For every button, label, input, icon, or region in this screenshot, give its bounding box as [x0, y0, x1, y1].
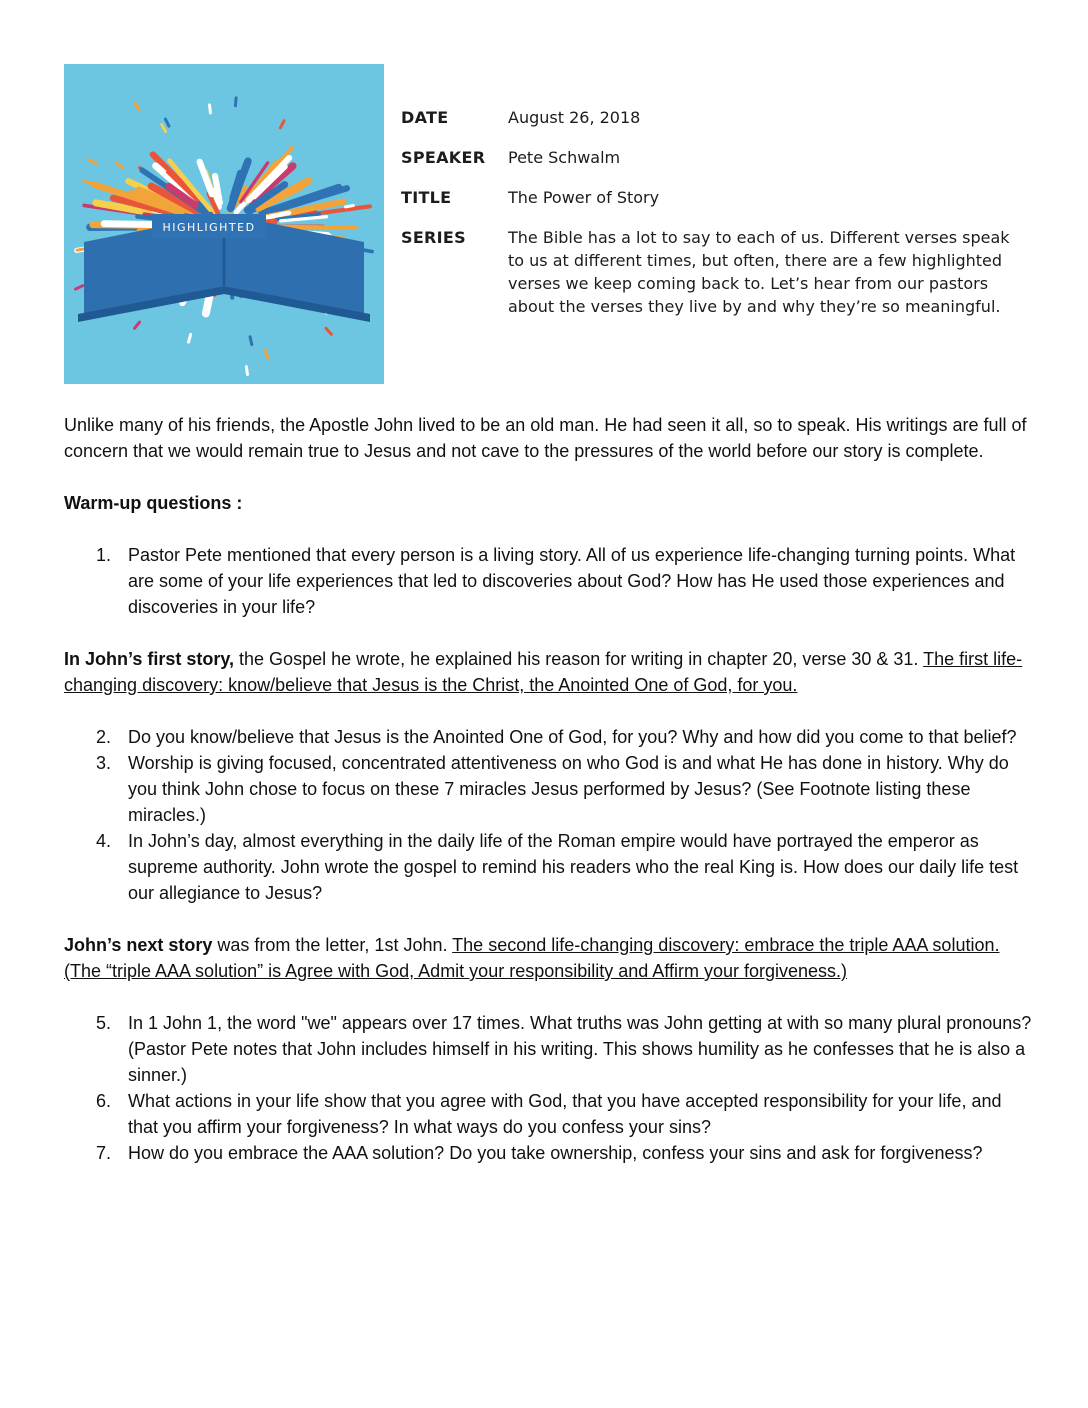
confetti-dash	[135, 322, 140, 328]
section1-intro	[64, 646, 1034, 698]
confetti-dash	[84, 181, 92, 184]
meta-title-row	[401, 188, 1041, 209]
section2-intro	[64, 932, 1034, 984]
title-label: TITLE	[401, 188, 452, 207]
warmup-question-list	[64, 542, 1034, 620]
question-item	[64, 750, 1034, 828]
series-artwork	[64, 64, 384, 384]
speaker-value: Pete Schwalm	[508, 148, 621, 167]
question-item	[64, 1088, 1034, 1140]
question-text: Worship is giving focused, concentrated attentiveness on who God is and what He has done in history. Why do you think John chose to focus on these 7 miracles Jesus performed by Jesus? (See Footnote listing these miracles.)	[128, 753, 1009, 825]
question-text: Do you know/believe that Jesus is the Anointed One of God, for you? Why and how did you come to that belief?	[128, 727, 1017, 747]
question-text: Pastor Pete mentioned that every person is a living story. All of us experience life-changing turning points. What are some of your life experiences that led to discoveries about God? How has He used those experiences and discoveries in your life?	[128, 545, 1016, 617]
confetti-dash	[165, 119, 169, 126]
confetti-dash	[76, 286, 83, 289]
speaker-label: SPEAKER	[401, 148, 486, 167]
confetti-dash	[235, 98, 236, 106]
section2-lead: John’s next story	[64, 935, 213, 955]
question-item	[64, 828, 1034, 906]
question-item	[64, 1140, 1034, 1166]
study-guide-body	[64, 412, 1034, 1192]
warmup-heading: Warm-up questions :	[64, 493, 243, 513]
section1-discovery: The first life-changing discovery: know/believe that Jesus is the Christ, the Anointed One of God, for you.	[64, 649, 1023, 695]
confetti-dash	[326, 328, 331, 334]
section2-question-list	[64, 1010, 1034, 1166]
question-number: 6.	[96, 1091, 112, 1111]
title-value: The Power of Story	[508, 188, 660, 207]
question-number: 1.	[96, 545, 112, 565]
question-number: 4.	[96, 831, 112, 851]
meta-date-row	[401, 108, 1041, 129]
series-label: SERIES	[401, 228, 466, 247]
intro-paragraph: Unlike many of his friends, the Apostle John lived to be an old man. He had seen it all, so to speak. His writings are full of concern that we would remain true to Jesus and not cave to the pressures of the world before our story is complete.	[64, 415, 1027, 461]
date-value: August 26, 2018	[508, 108, 641, 127]
question-item	[64, 542, 1034, 620]
confetti-dash	[210, 105, 211, 113]
question-text: How do you embrace the AAA solution? Do you take ownership, confess your sins and ask for forgiveness?	[128, 1143, 983, 1163]
confetti-dash	[162, 125, 166, 132]
question-text: In 1 John 1, the word "we" appears over 17 times. What truths was John getting at with so many plural pronouns? (Pastor Pete notes that John includes himself in his writing. This shows humility as he confesses that he is also a sinner.)	[128, 1013, 1032, 1085]
confetti-dash	[116, 163, 123, 167]
burst-illustration	[64, 64, 384, 384]
confetti-dash	[345, 206, 353, 207]
confetti-dash	[77, 249, 85, 250]
confetti-dash	[246, 367, 247, 375]
section1-lead-text: the Gospel he wrote, he explained his reason for writing in chapter 20, verse 30 & 31.	[234, 649, 924, 669]
question-text: In John’s day, almost everything in the daily life of the Roman empire would have portrayed the emperor as supreme authority. John wrote the gospel to remind his readers who the real King is. How does our daily life test our allegiance to Jesus?	[128, 831, 1019, 903]
series-description: The Bible has a lot to say to each of us. Different verses speak to us at different times, but often, there are a few highlighted verses we keep coming back to. Let’s hear from our pastors about the verses they live by and why they’re so meaningful.	[508, 228, 1010, 316]
confetti-dash	[189, 334, 191, 342]
section2-discovery: The second life-changing discovery: embrace the triple AAA solution. (The “triple AAA solution” is Agree with God, Admit your responsibility and Affirm your forgiveness.)	[64, 935, 1000, 981]
badge-text: HIGHLIGHTED	[162, 221, 256, 234]
section2-lead-text: was from the letter, 1st John.	[212, 935, 453, 955]
confetti-dash	[250, 337, 252, 345]
question-number: 5.	[96, 1013, 112, 1033]
section1-question-list	[64, 724, 1034, 906]
question-number: 7.	[96, 1143, 112, 1163]
confetti-dash	[89, 160, 96, 164]
question-item	[64, 724, 1034, 750]
confetti-dash	[266, 351, 268, 359]
section1-lead: In John’s first story,	[64, 649, 235, 669]
sermon-meta	[401, 108, 1041, 337]
question-number: 3.	[96, 753, 112, 773]
date-label: DATE	[401, 108, 449, 127]
meta-speaker-row	[401, 148, 1041, 169]
confetti-dash	[280, 121, 284, 128]
meta-series-row	[401, 228, 1041, 318]
question-number: 2.	[96, 727, 112, 747]
question-item	[64, 1010, 1034, 1088]
confetti-dash	[135, 103, 139, 110]
question-text: What actions in your life show that you agree with God, that you have accepted responsibility for your life, and that you affirm your forgiveness? In what ways do you confess your sins?	[128, 1091, 1002, 1137]
